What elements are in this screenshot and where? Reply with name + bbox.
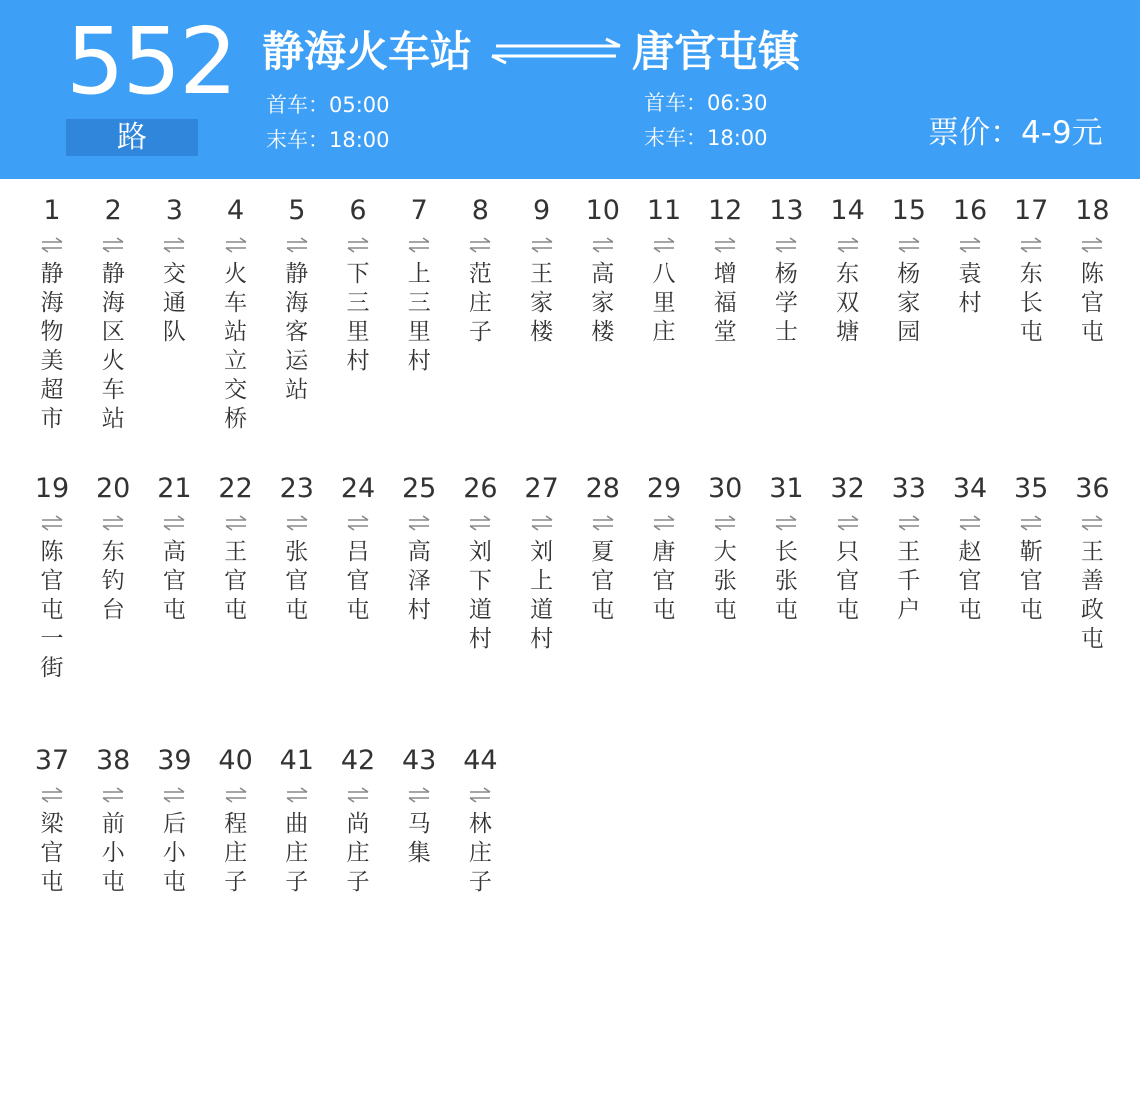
stop-name: 只官屯 [836,539,860,623]
bidirectional-arrow-icon [162,236,186,254]
stop-item [146,196,202,347]
stop-name: 上三里村 [407,261,431,374]
stop-item [85,474,141,625]
stop-item [1064,474,1120,654]
bidirectional-arrow-icon [40,514,64,532]
stop-item [820,474,876,625]
bidirectional-arrow-icon [285,786,309,804]
stop-name: 东长屯 [1019,261,1043,345]
stop-item [391,474,447,625]
bidirectional-arrow-icon [1019,236,1043,254]
bidirectional-arrow-icon [407,236,431,254]
stop-item [85,196,141,434]
bidirectional-arrow-icon [40,236,64,254]
stop-number: 16 [952,195,988,226]
stop-item [697,474,753,625]
stop-name: 高泽村 [407,539,431,623]
bidirectional-arrow-icon [836,514,860,532]
last-bus-time-inbound: 末车：18:00 [644,126,768,150]
bidirectional-arrow-icon [346,514,370,532]
stop-item [24,746,80,897]
bidirectional-arrow-icon [346,236,370,254]
stop-number: 5 [288,195,306,226]
stop-name: 刘下道村 [468,539,492,652]
bidirectional-arrow-icon [530,514,554,532]
stop-number: 18 [1075,195,1110,226]
stop-item [146,746,202,897]
stop-name: 陈官屯 [1080,261,1104,345]
bidirectional-arrow-icon [468,514,492,532]
stop-number: 37 [34,745,70,776]
bidirectional-arrow-icon [1019,514,1043,532]
stop-number: 25 [402,473,437,504]
bidirectional-arrow-icon [897,236,921,254]
stop-name: 王官屯 [224,539,248,623]
stop-item [208,746,264,897]
stop-number: 27 [524,473,559,504]
stop-name: 长张屯 [774,539,798,623]
route-header [0,0,1140,179]
stop-number: 13 [769,195,804,226]
stop-name: 下三里村 [346,261,370,374]
stop-name: 静海客运站 [285,261,309,403]
bidirectional-arrow-icon [591,236,615,254]
stop-item [391,196,447,376]
double-arrow-icon [486,36,626,66]
bidirectional-arrow-icon [40,786,64,804]
stop-name: 东双塘 [836,261,860,345]
start-terminal: 静海火车站 [262,27,473,76]
stop-name: 王千户 [897,539,921,623]
stop-name: 范庄子 [468,261,492,345]
stop-name: 东钓台 [101,539,125,623]
stop-name: 八里庄 [652,261,676,345]
bidirectional-arrow-icon [346,786,370,804]
stop-item [24,474,80,683]
stop-number: 2 [104,195,122,226]
stop-number: 31 [769,473,804,504]
stop-item [452,746,508,897]
stop-number: 17 [1014,195,1049,226]
stop-item [330,196,386,376]
stop-item [881,196,937,347]
stop-number: 39 [157,745,192,776]
stop-number: 28 [585,473,620,504]
stop-name: 袁村 [958,261,982,316]
stop-number: 12 [708,195,743,226]
stop-number: 8 [471,195,489,226]
stop-number: 42 [340,745,376,776]
stop-name: 张官屯 [285,539,309,623]
stop-name: 尚庄子 [346,811,370,895]
stop-number: 23 [279,473,314,504]
stop-item [452,196,508,347]
bidirectional-arrow-icon [224,236,248,254]
bidirectional-arrow-icon [958,236,982,254]
stop-name: 林庄子 [468,811,492,895]
stop-name: 靳官屯 [1019,539,1043,623]
bidirectional-arrow-icon [101,514,125,532]
stop-item [881,474,937,625]
stop-number: 44 [463,745,498,776]
stop-number: 36 [1075,473,1110,504]
bidirectional-arrow-icon [774,236,798,254]
stop-number: 30 [708,473,743,504]
stop-name: 唐官屯 [652,539,676,623]
stop-item [391,746,447,868]
bidirectional-arrow-icon [1080,514,1104,532]
stop-number: 24 [340,473,376,504]
stop-item [208,474,264,625]
stop-number: 9 [533,195,551,226]
bidirectional-arrow-icon [468,236,492,254]
stop-item [1003,196,1059,347]
last-bus-time-outbound: 末车：18:00 [266,128,390,152]
bidirectional-arrow-icon [1080,236,1104,254]
stop-item [330,474,386,625]
stop-number: 33 [891,473,926,504]
stop-name: 交通队 [162,261,186,345]
stop-name: 静海物美超市 [40,261,64,432]
stop-name: 杨学士 [774,261,798,345]
stop-item [575,474,631,625]
stop-number: 41 [279,745,314,776]
stop-item [85,746,141,897]
stop-name: 王家楼 [530,261,554,345]
bidirectional-arrow-icon [224,514,248,532]
stop-item [269,474,325,625]
bidirectional-arrow-icon [897,514,921,532]
fare-label: 票价：4-9元 [928,115,1103,151]
stop-number: 32 [830,473,865,504]
stop-number: 34 [952,473,988,504]
stop-item [269,746,325,897]
stop-item [697,196,753,347]
route-number: 552 [66,8,236,115]
bidirectional-arrow-icon [407,514,431,532]
stop-name: 火车站立交桥 [224,261,248,432]
first-bus-time-inbound: 首车：06:30 [644,91,768,115]
bidirectional-arrow-icon [713,236,737,254]
stop-name: 陈官屯一街 [40,539,64,681]
stop-item [575,196,631,347]
stop-name: 杨家园 [897,261,921,345]
stop-name: 高官屯 [162,539,186,623]
stop-number: 15 [891,195,926,226]
bidirectional-arrow-icon [407,786,431,804]
route-suffix: 路 [66,119,198,156]
end-terminal: 唐官屯镇 [632,27,801,76]
bidirectional-arrow-icon [101,236,125,254]
stop-number: 22 [218,473,253,504]
stop-item [758,196,814,347]
stop-number: 19 [34,473,70,504]
stop-name: 静海区火车站 [101,261,125,432]
bidirectional-arrow-icon [836,236,860,254]
stop-item [942,474,998,625]
stop-item [269,196,325,405]
stop-number: 4 [227,195,245,226]
stop-number: 43 [402,745,437,776]
bidirectional-arrow-icon [958,514,982,532]
bidirectional-arrow-icon [652,514,676,532]
stop-number: 20 [96,473,131,504]
stop-number: 38 [96,745,131,776]
bidirectional-arrow-icon [652,236,676,254]
first-bus-time-outbound: 首车：05:00 [266,93,390,117]
stop-number: 10 [585,195,620,226]
stop-item [1064,196,1120,347]
bidirectional-arrow-icon [162,786,186,804]
stop-number: 29 [646,473,682,504]
bidirectional-arrow-icon [591,514,615,532]
stop-number: 1 [43,195,61,226]
stop-name: 夏官屯 [591,539,615,623]
stop-name: 前小屯 [101,811,125,895]
bidirectional-arrow-icon [713,514,737,532]
stop-name: 赵官屯 [958,539,982,623]
bidirectional-arrow-icon [162,514,186,532]
stop-item [758,474,814,625]
stop-name: 马集 [407,811,431,866]
stop-item [820,196,876,347]
bidirectional-arrow-icon [224,786,248,804]
stop-number: 7 [410,195,428,226]
stop-item [1003,474,1059,625]
stop-number: 14 [830,195,865,226]
stop-item [208,196,264,434]
stop-number: 40 [218,745,253,776]
bidirectional-arrow-icon [468,786,492,804]
stop-item [330,746,386,897]
stop-item [636,474,692,625]
stop-name: 后小屯 [162,811,186,895]
stop-name: 增福堂 [713,261,737,345]
stop-item [942,196,998,318]
stop-name: 曲庄子 [285,811,309,895]
stop-number: 11 [646,195,682,226]
stop-item [452,474,508,654]
bidirectional-arrow-icon [285,236,309,254]
stop-name: 吕官屯 [346,539,370,623]
stop-number: 26 [463,473,498,504]
bidirectional-arrow-icon [285,514,309,532]
stop-item [514,196,570,347]
stop-name: 程庄子 [224,811,248,895]
stop-item [146,474,202,625]
bidirectional-arrow-icon [101,786,125,804]
stop-number: 35 [1014,473,1049,504]
bidirectional-arrow-icon [774,514,798,532]
stop-name: 大张屯 [713,539,737,623]
stop-name: 高家楼 [591,261,615,345]
stop-number: 6 [349,195,367,226]
stop-name: 梁官屯 [40,811,64,895]
stop-number: 3 [165,195,183,226]
stop-item [24,196,80,434]
bidirectional-arrow-icon [530,236,554,254]
stop-name: 刘上道村 [530,539,554,652]
stop-item [636,196,692,347]
stop-name: 王善政屯 [1080,539,1104,652]
stop-item [514,474,570,654]
stop-number: 21 [157,473,192,504]
